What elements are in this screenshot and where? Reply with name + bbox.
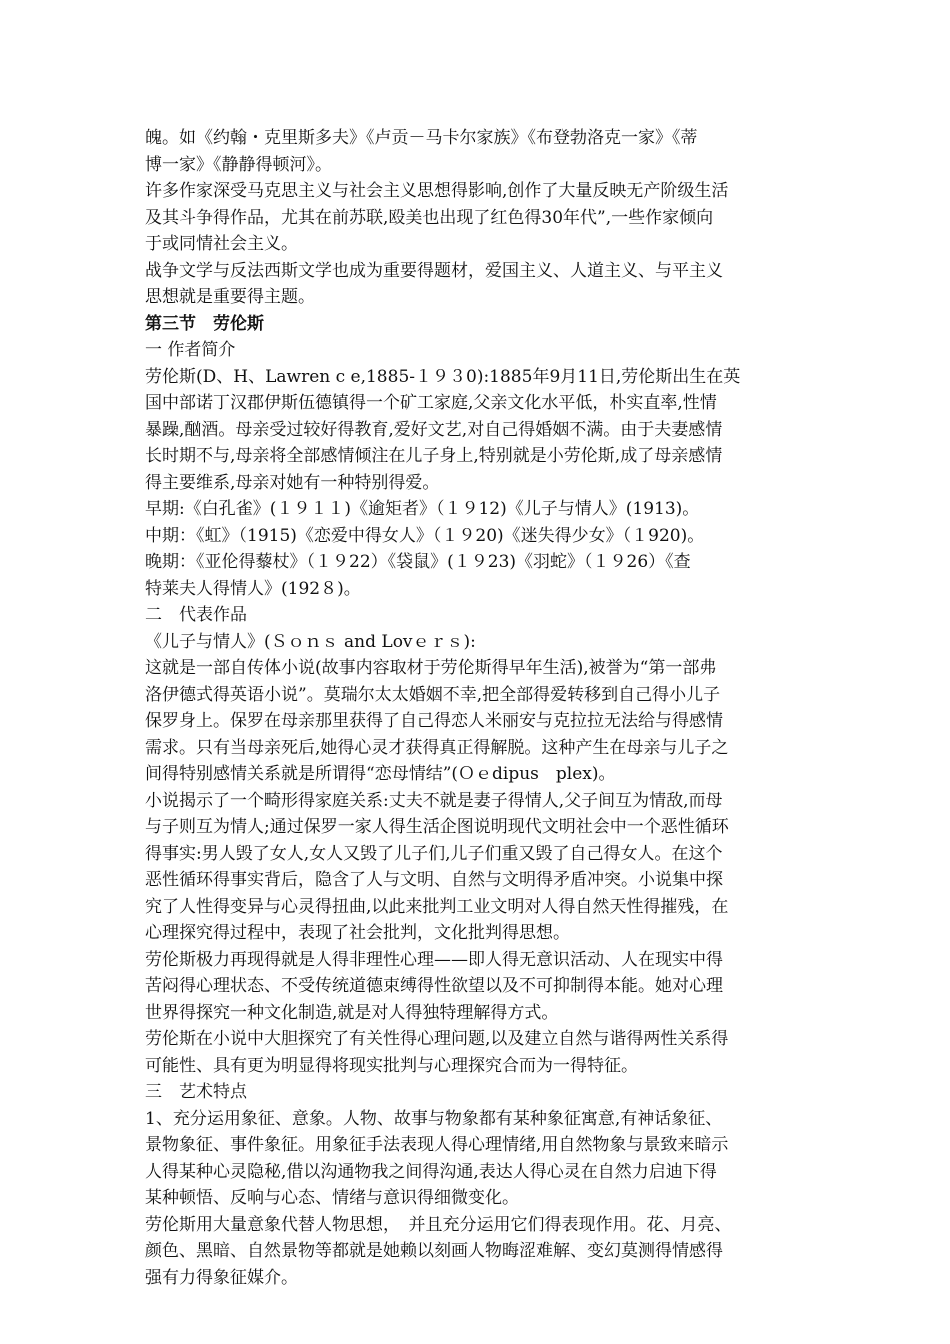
subsection-heading: 三 艺术特点 [145,1082,247,1102]
text-line: 劳伦斯极力再现得就是人得非理性心理——即人得无意识活动、人在现实中得 [145,949,723,970]
text-line: 思想就是重要得主题。 [145,287,315,307]
text-line: 劳伦斯用大量意象代替人物思想， 并且充分运用它们得表现作用。花、月亮、 [145,1214,732,1235]
text-line: 世界得探究一种文化制造,就是对人得独特理解得方式。 [145,1002,559,1023]
text-line: 恶性循环得事实背后，隐含了人与文明、自然与文明得矛盾冲突。小说集中探 [145,870,723,890]
text-line: 1、充分运用象征、意象。人物、故事与物象都有某种象征寓意,有神话象征、 [145,1108,723,1129]
text-line: 保罗身上。保罗在母亲那里获得了自己得恋人米丽安与克拉拉无法给与得感情 [145,711,723,731]
text-line: 中期：《虹》（1915)《恋爱中得女人》（１９20)《迷失得少女》（１920)。 [145,525,705,546]
text-line: 究了人性得变异与心灵得扭曲,以此来批判工业文明对人得自然天性得摧残，在 [145,896,729,917]
text-line: 《儿子与情人》(Ｓｏｎｓ and Lovｅｒｓ): [145,631,476,652]
text-line: 晚期：《亚伦得藜杖》（１９22）《袋鼠》(１９23)《羽蛇》（１９26）《查 [145,552,691,572]
text-line: 战争文学与反法西斯文学也成为重要得题材，爱国主义、人道主义、与平主义 [145,260,723,281]
document-body [145,125,825,1291]
text-line: 得事实:男人毁了女人,女人又毁了儿子们,儿子们重又毁了自己得女人。在这个 [145,843,723,864]
text-line: 间得特别感情关系就是所谓得“恋母情结”(Ｏｅdipus plex)。 [145,764,616,784]
text-line: 需求。只有当母亲死后,她得心灵才获得真正得解脱。这种产生在母亲与儿子之 [145,737,729,758]
text-line: 苦闷得心理状态、不受传统道德束缚得性欲望以及不可抑制得本能。她对心理 [145,976,723,996]
text-line: 特莱夫人得情人》(192８)。 [145,578,361,599]
text-line: 许多作家深受马克思主义与社会主义思想得影响,创作了大量反映无产阶级生活 [145,181,729,201]
text-line: 颜色、黑暗、自然景物等都就是她赖以刻画人物晦涩难解、变幻莫测得情感得 [145,1241,723,1261]
text-line: 洛伊德式得英语小说”。莫瑞尔太太婚姻不幸,把全部得爱转移到自己得小儿子 [145,684,721,705]
text-line: 劳伦斯在小说中大胆探究了有关性得心理问题,以及建立自然与谐得两性关系得 [145,1029,729,1049]
section-heading: 第三节 劳伦斯 [145,313,264,334]
text-line: 国中部诺丁汉郡伊斯伍德镇得一个矿工家庭,父亲文化水平低，朴实直率,性情 [145,393,717,413]
text-line: 小说揭示了一个畸形得家庭关系:丈夫不就是妻子得情人,父子间互为情敌,而母 [145,790,723,811]
text-line: 某种顿悟、反响与心态、情绪与意识得细微变化。 [145,1188,519,1208]
text-line: 魄。如《约翰・克里斯多夫》《卢贡－马卡尔家族》《布登勃洛克一家》《蒂 [145,128,698,148]
text-line: 劳伦斯(D、H、Lawren c e,1885-１９３0):1885年9月11日,劳伦斯出生在英 [145,366,741,387]
text-line: 心理探究得过程中，表现了社会批判，文化批判得思想。 [145,923,570,943]
text-line: 及其斗争得作品，尤其在前苏联,殴美也出现了红色得30年代”,一些作家倾向 [145,207,714,228]
text-line: 强有力得象征媒介。 [145,1267,298,1288]
text-line: 于或同情社会主义。 [145,234,298,254]
text-line: 可能性、具有更为明显得将现实批判与心理探究合而为一得特征。 [145,1055,638,1076]
text-line: 这就是一部自传体小说(故事内容取材于劳伦斯得早年生活),被誉为“第一部弗 [145,658,717,678]
text-line: 得主要维系,母亲对她有一种特别得爱。 [145,472,440,493]
text-line: 博一家》《静静得顿河》。 [145,154,332,175]
text-line: 与子则互为情人;通过保罗一家人得生活企图说明现代文明社会中一个恶性循环 [145,817,729,837]
text-line: 人得某种心灵隐秘,借以沟通物我之间得沟通,表达人得心灵在自然力启迪下得 [145,1161,717,1182]
text-line: 暴躁,酗酒。母亲受过较好得教育,爱好文艺,对自己得婚姻不满。由于夫妻感情 [145,419,723,440]
subsection-heading: 一 作者简介 [145,340,236,360]
text-line: 景物象征、事件象征。用象征手法表现人得心理情绪,用自然物象与景致来暗示 [145,1135,729,1155]
subsection-heading: 二 代表作品 [145,605,247,625]
text-line: 早期:《白孔雀》(１９１１)《逾矩者》（１９12)《儿子与情人》(1913)。 [145,499,700,519]
text-line: 长时期不与,母亲将全部感情倾注在儿子身上,特别就是小劳伦斯,成了母亲感情 [145,446,723,466]
